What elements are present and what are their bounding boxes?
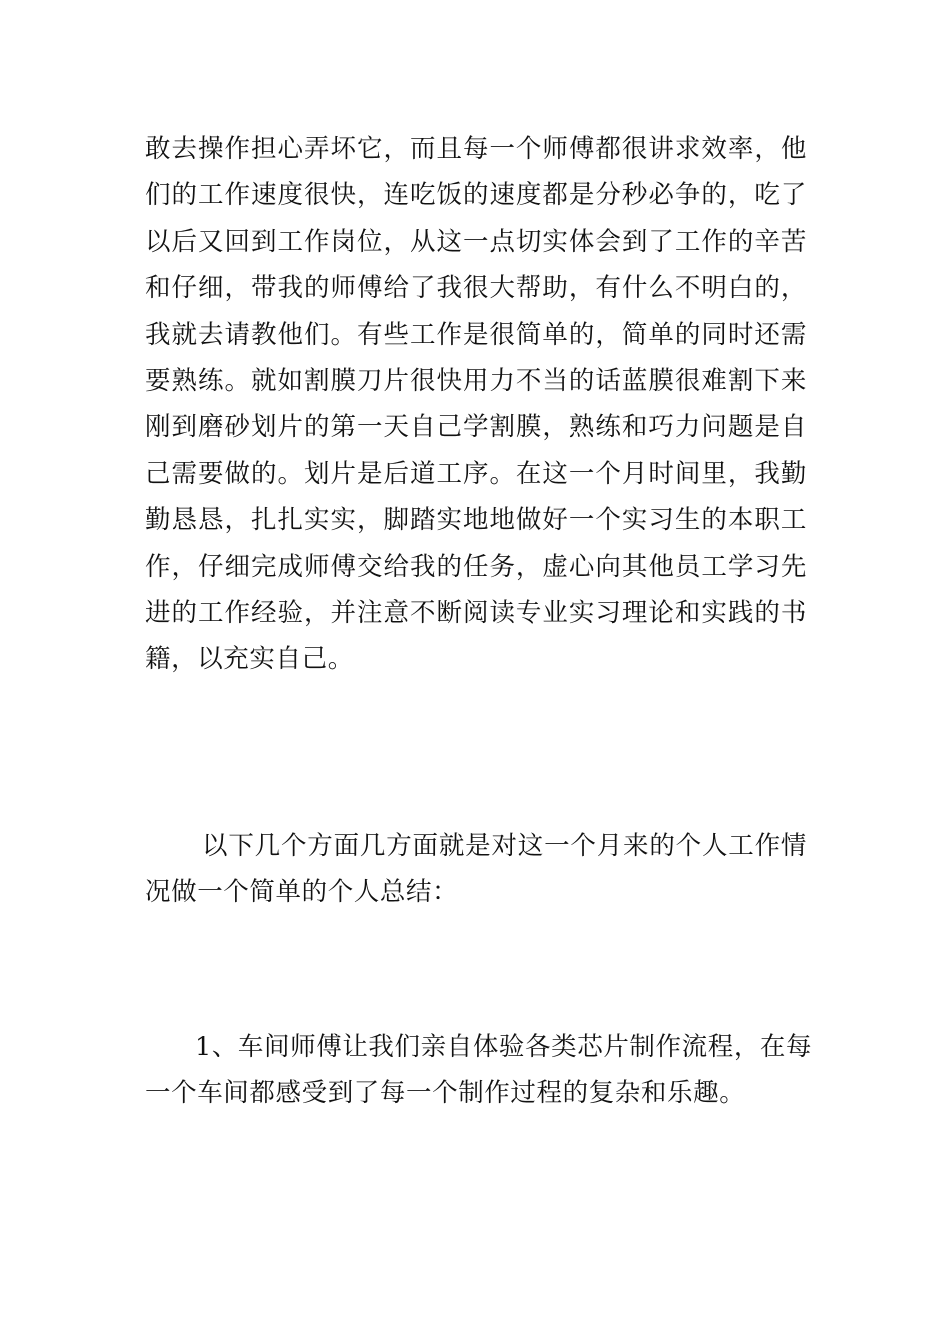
body-paragraph-summary-intro xyxy=(145,823,807,916)
text-line: 敢去操作担心弄坏它，而且每一个师傅都很讲求效率，他 xyxy=(145,134,807,164)
text-line: 一个车间都感受到了每一个制作过程的复杂和乐趣。 xyxy=(145,1078,746,1109)
body-paragraph-point-one xyxy=(145,1024,813,1117)
text-line: 和仔细，带我的师傅给了我很大帮助，有什么不明白的， xyxy=(145,273,807,304)
text-line: 要熟练。就如割膜刀片很快用力不当的话蓝膜很难割下来 xyxy=(145,366,807,397)
body-paragraph-work-experience xyxy=(145,126,807,683)
text-line: 籍，以充实自己。 xyxy=(145,644,354,675)
text-line: 勤恳恳，扎扎实实，脚踏实地地做好一个实习生的本职工 xyxy=(145,505,807,536)
text-line: 我就去请教他们。有些工作是很简单的，简单的同时还需 xyxy=(145,319,807,350)
text-line: 们的工作速度很快，连吃饭的速度都是分秒必争的，吃了 xyxy=(145,180,807,211)
text-line: 刚到磨砂划片的第一天自己学割膜，熟练和巧力问题是自 xyxy=(145,412,807,443)
text-line: 以后又回到工作岗位，从这一点切实体会到了工作的辛苦 xyxy=(145,226,807,257)
text-line: 以下几个方面几方面就是对这一个月来的个人工作情 xyxy=(202,831,807,861)
text-line: 况做一个简单的个人总结： xyxy=(145,877,459,908)
text-line: 1、车间师傅让我们亲自体验各类芯片制作流程，在每 xyxy=(195,1032,813,1062)
text-line: 进的工作经验，并注意不断阅读专业实习理论和实践的书 xyxy=(145,598,807,629)
text-line: 己需要做的。划片是后道工序。在这一个月时间里，我勤 xyxy=(145,458,807,489)
text-line: 作，仔细完成师傅交给我的任务，虚心向其他员工学习先 xyxy=(145,551,807,582)
